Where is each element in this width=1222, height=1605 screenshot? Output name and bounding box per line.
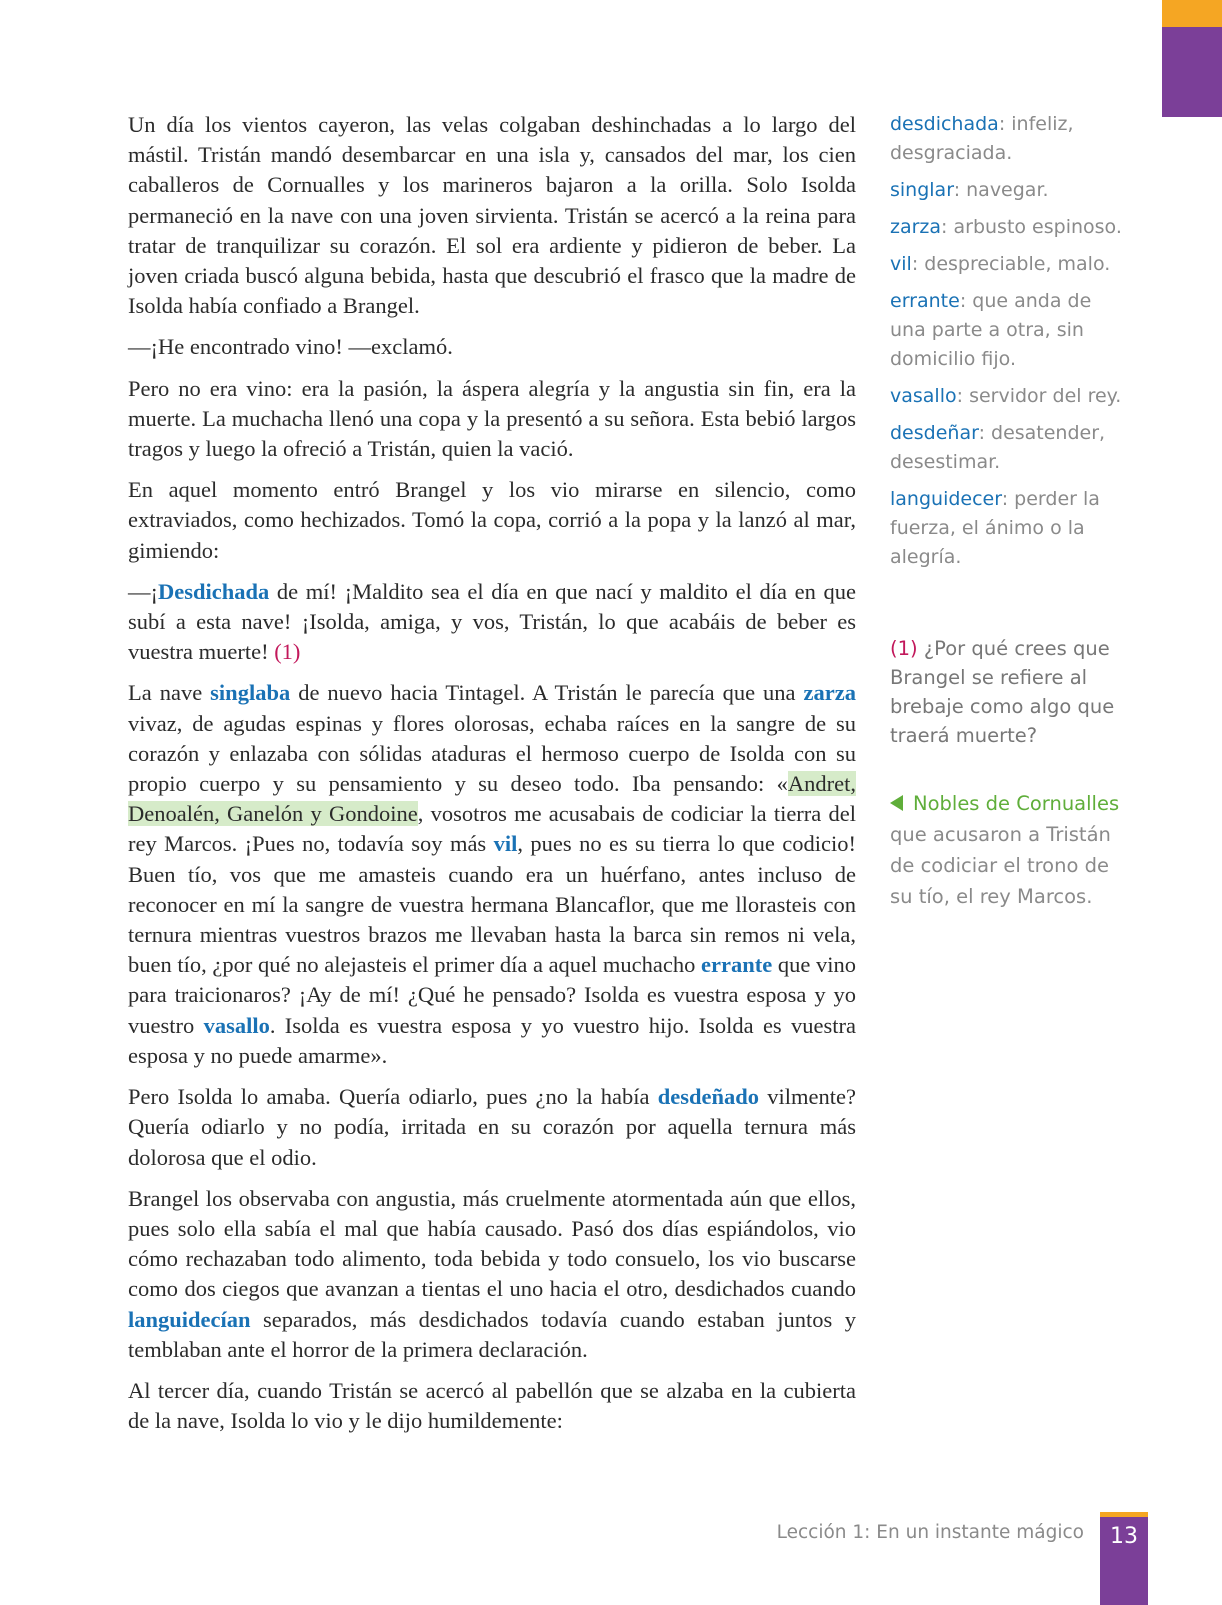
glossary-definition: : que anda de una parte a otra, sin domicilio fijo. [890,290,1092,370]
text-run: La nave [128,680,211,706]
glossary-definition: : despreciable, malo. [911,253,1111,275]
question-note [890,634,1130,750]
aside-title: Nobles de Cornualles [913,792,1120,815]
glossary-entry [890,213,1130,242]
glossary-word-singlaba: singlaba [210,680,291,706]
paragraph-9: Al tercer día, cuando Tristán se acercó al pabellón que se alzaba en la cubierta de la nave, Isolda lo vio y le dijo humildemente: [128,1377,856,1434]
text-run: , vosotros me acusabais de codiciar la tierra del rey Marcos. ¡Pues no, todavía soy más [128,801,856,857]
page-number-tab [1100,1512,1148,1605]
page-number: 13 [1110,1524,1138,1549]
paragraph-7 [128,1082,856,1173]
text-run: —¡ [128,578,158,604]
glossary-word-vil: vil [493,831,518,857]
paragraph-6 [128,678,856,1071]
question-text: ¿Por qué crees que Brangel se refiere al brebaje como algo que traerá muerte? [890,637,1115,747]
text-run: Brangel los observaba con angustia, más cruelmente atormentada aún que ellos, pues solo ella sabía el mal que había causado. Pasó dos días espiándolos, vio cómo rechazaban todo alimento, toda bebida y todo consuelo, los vio buscarse como dos ciegos que avanzan a tientas el uno hacia el otro, desdichados cuando [128,1185,856,1302]
paragraph-2: —¡He encontrado vino! —exclamó. [128,334,453,360]
text-run: separados, más desdichados todavía cuando estaban juntos y temblaban ante el horror de la primera declaración. [128,1306,856,1362]
glossary-word-desdenado: desdeñado [657,1084,760,1110]
paragraph-4: En aquel momento entró Brangel y los vio mirarse en silencio, como extraviados, como hechizados. Tomó la copa, corrió a la popa y la lanzó al mar, gimiendo: [128,477,856,563]
glossary-term: languidecer [890,488,1002,510]
highlighted-names: Andret, Denoalén, Ganelón y Gondoine [128,771,856,827]
text-run: . Isolda es vuestra esposa y yo vuestro hijo. Isolda es vuestra esposa y no puede amarme». [128,1012,856,1068]
glossary-term: vasallo [890,385,957,407]
text-run: Pero Isolda lo amaba. Quería odiarlo, pues ¿no la había [128,1084,658,1110]
question-reference: (1) [274,639,301,665]
text-run: de mí! ¡Maldito sea el día en que nací y maldito el día en que subí a esta nave! ¡Isolda, amiga, y vos, Tristán, lo que acabáis de beber es vuestra muerte! [128,578,856,665]
glossary-term: desdichada [890,113,999,135]
glossary-term: desdeñar [890,422,979,444]
glossary-definition: : navegar. [953,179,1049,201]
glossary-entry [890,110,1130,168]
glossary-entry [890,176,1130,205]
glossary-entry [890,419,1130,477]
glossary-entry [890,382,1130,411]
glossary-definition: : arbusto espinoso. [941,216,1122,238]
paragraph-3: Pero no era vino: era la pasión, la áspera alegría y la angustia sin fin, era la muerte. La muchacha llenó una copa y la presentó a su señora. Esta bebió largos tragos y luego la ofreció a Tristán, quien la vació. [128,375,856,462]
paragraph-1: Un día los vientos cayeron, las velas colgaban deshinchadas a lo largo del mástil. Tristán mandó desembarcar en una isla y, cansados del mar, los cien caballeros de Cornualles y los marineros bajaron a la orilla. Solo Isolda permaneció en la nave con una joven sirvienta. Tristán se acercó a la reina para tratar de tranquilizar su corazón. El sol era ardiente y pidieron de beber. La joven criada buscó alguna bebida, hasta que descubrió el frasco que la madre de Isolda había confiado a Brangel. [128,112,856,319]
text-run: vilmente? Quería odiarlo y no podía, irritada en su corazón por aquella ternura más dolorosa que el odio. [128,1084,856,1170]
text-run: vivaz, de agudas espinas y flores olorosas, echaba raíces en la sangre de su corazón y enlazaba con sólidas ataduras el hermoso cuerpo de Isolda con su propio cuerpo y su pensamiento y su deseo todo. Iba pensando: « [128,710,856,797]
question-number: (1) [890,637,918,660]
glossary-definition: : servidor del rey. [956,385,1122,407]
glossary-word-languidecian: languidecían [128,1306,251,1332]
corner-orange-tab [1162,0,1222,27]
triangle-left-icon [890,795,903,811]
aside-text: que acusaron a Tristán de codiciar el trono de su tío, el rey Marcos. [890,823,1111,908]
paragraph-8 [128,1184,856,1365]
glossary-entry [890,250,1130,279]
glossary-term: singlar [890,179,954,201]
glossary-term: errante [890,290,960,312]
glossary-entry [890,287,1130,374]
glossary-term: vil [890,253,912,275]
glossary-word-vasallo: vasallo [203,1012,270,1038]
glossary-definition: : perder la fuerza, el ánimo o la alegría. [890,488,1100,568]
glossary-word-zarza: zarza [803,680,856,706]
sidebar-glossary [890,110,1130,912]
paragraph-5 [128,577,856,668]
glossary-word-errante: errante [701,952,773,978]
reading-text [128,110,856,1447]
footer-lesson-title: Lección 1: En un instante mágico [776,1522,1084,1543]
text-run: que vino para traicionaros? ¡Ay de mí! ¿Qué he pensado? Isolda es vuestra esposa y yo vuestro [128,952,856,1038]
glossary-word-desdichada: Desdichada [158,578,270,604]
glossary-entry [890,485,1130,572]
glossary-term: zarza [890,216,942,238]
aside-note [890,788,1130,912]
glossary-definition: : infeliz, desgraciada. [890,113,1074,164]
text-run: , pues no es su tierra lo que codicio! Buen tío, vos que me amasteis cuando era un huérfano, antes incluso de reconocer en mí la sangre de vuestra hermana Blancaflor, que me llorasteis con ternura mientras vuestros brazos me llevaban hasta la barca sin remos ni vela, buen tío, ¿por qué no alejasteis el primer día a aquel muchacho [128,831,856,978]
text-run: de nuevo hacia Tintagel. A Tristán le parecía que una [290,680,804,706]
glossary-definition: : desatender, desestimar. [890,422,1106,473]
corner-purple-tab [1162,27,1222,117]
